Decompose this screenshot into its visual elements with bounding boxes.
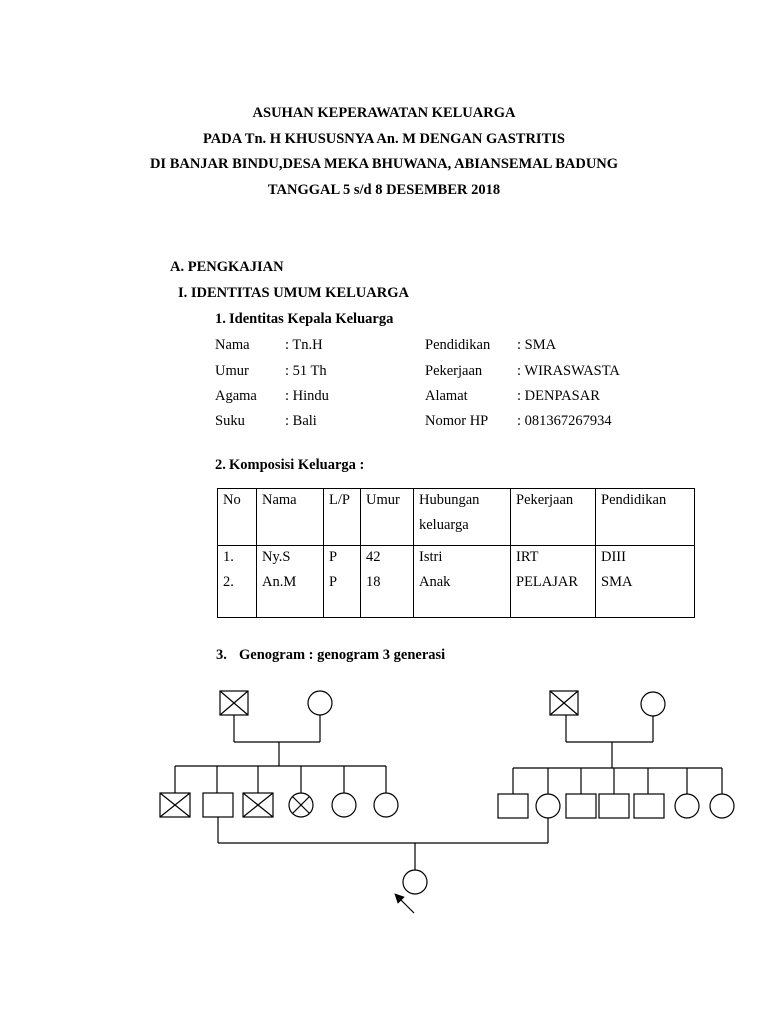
table-header-umur: Umur: [361, 489, 414, 546]
left-sibling-4-deceased-female: [289, 793, 313, 817]
doc-title-line-2: PADA Tn. H KHUSUSNYA An. M DENGAN GASTRITIS: [203, 131, 565, 147]
grandfather-right-deceased-male: [550, 691, 578, 715]
table-cell-pekerjaan-2: PELAJAR: [516, 574, 579, 590]
table-cell-lp-1: P: [329, 549, 338, 565]
sub1-title: Identitas Kepala Keluarga: [229, 311, 394, 327]
right-sibling-3-male: [566, 794, 596, 818]
identity-label-umur: Umur: [215, 363, 249, 379]
identity-value-umur: : 51 Th: [285, 363, 327, 379]
identity-value-pendidikan: : SMA: [517, 337, 557, 353]
table-cell-pendidikan-1: DIII: [601, 549, 626, 565]
left-grandparents-lines: [175, 715, 386, 793]
patient-female-an-m: [403, 870, 427, 894]
table-cell-hubungan-1: Istri: [419, 549, 443, 565]
left-sibling-3-deceased-male: [243, 793, 273, 817]
table-header-lp: L/P: [324, 489, 361, 546]
table-cell-no-2: 2.: [223, 574, 234, 590]
identity-label-agama: Agama: [215, 388, 257, 404]
grandmother-right-female: [641, 692, 665, 716]
grandmother-left-female: [308, 691, 332, 715]
identity-value-suku: : Bali: [285, 413, 317, 429]
table-header-pendidikan: Pendidikan: [596, 489, 695, 546]
sub3-title: Genogram : genogram 3 generasi: [239, 647, 446, 663]
doc-title-line-4: TANGGAL 5 s/d 8 DESEMBER 2018: [267, 182, 501, 198]
table-cell-umur-2: 18: [366, 574, 381, 590]
identity-label-pekerjaan: Pekerjaan: [425, 363, 483, 379]
right-sibling-7-female: [710, 794, 734, 818]
identity-value-pekerjaan: : WIRASWASTA: [517, 363, 620, 379]
table-cell-no-1: 1.: [223, 549, 234, 565]
table-cell-pendidikan-2: SMA: [601, 574, 633, 590]
marriage-line: [218, 817, 548, 870]
table-cell-umur-1: 42: [366, 549, 381, 565]
table-cell-hubungan-2: Anak: [419, 574, 451, 590]
sub3-number: 3.: [216, 647, 227, 663]
father-male-tn-h: [203, 793, 233, 817]
table-header-hubungan-line2: keluarga: [419, 517, 469, 533]
table-cell-nama-2: An.M: [262, 574, 297, 590]
left-sibling-6-female: [374, 793, 398, 817]
table-header-hubungan-line1: Hubungan: [419, 492, 480, 508]
table-cell-pekerjaan-1: IRT: [516, 549, 539, 565]
sub2-number: 2.: [215, 457, 226, 473]
mother-female-ny-s: [536, 794, 560, 818]
patient-indicator-arrow: [395, 894, 414, 913]
right-sibling-6-female: [675, 794, 699, 818]
identity-value-nomor-hp: : 081367267934: [517, 413, 612, 429]
identity-value-alamat: : DENPASAR: [517, 388, 600, 404]
identity-value-nama: : Tn.H: [285, 337, 323, 353]
doc-title-line-1: ASUHAN KEPERAWATAN KELUARGA: [252, 105, 516, 121]
doc-title-line-3: DI BANJAR BINDU,DESA MEKA BHUWANA, ABIANSEMAL BADUNG: [149, 156, 619, 172]
left-sibling-1-deceased-male: [160, 793, 190, 817]
table-header-pekerjaan: Pekerjaan: [511, 489, 596, 546]
section-a-heading: A. PENGKAJIAN: [170, 259, 284, 275]
identity-label-suku: Suku: [215, 413, 245, 429]
identity-label-nama: Nama: [215, 337, 250, 353]
grandfather-left-deceased-male: [220, 691, 248, 715]
right-grandparents-lines: [513, 715, 722, 794]
right-sibling-4-male: [599, 794, 629, 818]
identity-label-pendidikan: Pendidikan: [425, 337, 491, 353]
right-sibling-5-male: [634, 794, 664, 818]
left-sibling-5-female: [332, 793, 356, 817]
table-cell-nama-1: Ny.S: [262, 549, 291, 565]
sub1-number: 1.: [215, 311, 226, 327]
section-i-heading: I. IDENTITAS UMUM KELUARGA: [178, 285, 409, 301]
table-cell-lp-2: P: [329, 574, 338, 590]
identity-label-alamat: Alamat: [425, 388, 468, 404]
identity-label-nomor-hp: Nomor HP: [425, 413, 489, 429]
right-sibling-1-male: [498, 794, 528, 818]
table-header-no: No: [218, 489, 257, 546]
identity-value-agama: : Hindu: [285, 388, 329, 404]
table-header-nama: Nama: [257, 489, 324, 546]
sub2-title: Komposisi Keluarga :: [229, 457, 365, 473]
